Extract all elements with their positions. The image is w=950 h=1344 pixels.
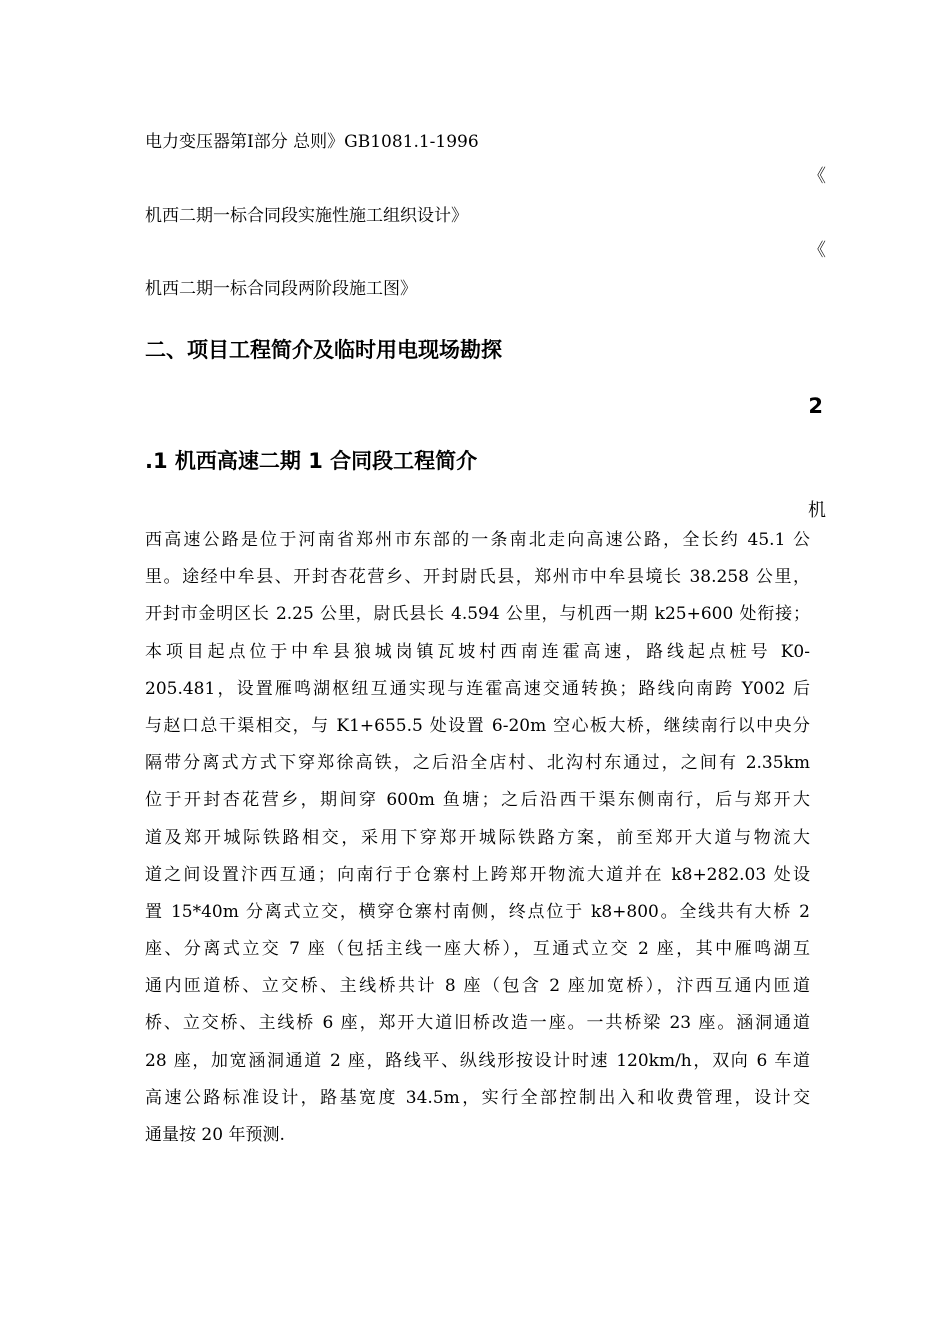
paragraph-line: 开封市金明区长 2.25 公里，尉氏县长 4.594 公里，与机西一期 k25+600 处衔接；: [145, 604, 810, 625]
paragraph-line: 高速公路标准设计，路基宽度 34.5m，实行全部控制出入和收费管理，设计交: [145, 1087, 810, 1108]
paragraph-line: 西高速公路是位于河南省郑州市东部的一条南北走向高速公路，全长约 45.1 公: [145, 530, 810, 550]
reference-line-1: 电力变压器第I部分 总则》GB1081.1-1996: [145, 132, 479, 152]
reference-line-3: 机西二期一标合同段两阶段施工图》: [145, 279, 417, 299]
paragraph-line: 道之间设置汴西互通；向南行于仓寨村上跨郑开物流大道并在 k8+282.03 处设: [145, 864, 810, 885]
paragraph-line: 28 座，加宽涵洞通道 2 座，路线平、纵线形按设计时速 120km/h，双向 6 车道: [145, 1050, 810, 1071]
paragraph-line: 里。途经中牟县、开封杏花营乡、开封尉氏县，郑州市中牟县境长 38.258 公里，: [145, 567, 810, 588]
paragraph-line: 本项目起点位于中牟县狼城岗镇瓦坡村西南连霍高速，路线起点桩号 K0-: [145, 641, 810, 662]
paragraph-line: 隔带分离式方式下穿郑徐高铁，之后沿全店村、北沟村东通过，之间有 2.35km: [145, 753, 810, 774]
paragraph-line: 座、分离式立交 7 座（包括主线一座大桥），互通式立交 2 座，其中雁鸣湖互: [145, 939, 810, 960]
quote-mark-2: 《: [808, 240, 826, 261]
paragraph-line: 桥、立交桥、主线桥 6 座，郑开大道旧桥改造一座。一共桥梁 23 座。涵洞通道: [145, 1013, 810, 1034]
reference-line-2: 机西二期一标合同段实施性施工组织设计》: [145, 206, 468, 226]
body-paragraph: [145, 522, 810, 1154]
paragraph-line: 与赵口总干渠相交，与 K1+655.5 处设置 6-20m 空心板大桥，继续南行以中央分: [145, 715, 810, 736]
paragraph-line: 205.481，设置雁鸣湖枢纽互通实现与连霍高速交通转换；路线向南跨 Y002 后: [145, 678, 810, 699]
paragraph-line: 位于开封杏花营乡，期间穿 600m 鱼塘；之后沿西干渠东侧南行，后与郑开大: [145, 790, 810, 811]
paragraph-line: 通量按 20 年预测.: [145, 1125, 285, 1145]
section-heading: 二、项目工程简介及临时用电现场勘探: [145, 338, 502, 362]
paragraph-lead-char: 机: [808, 500, 826, 521]
paragraph-line: 道及郑开城际铁路相交，采用下穿郑开城际铁路方案，前至郑开大道与物流大: [145, 827, 810, 848]
subsection-title: .1 机西高速二期 1 合同段工程简介: [145, 449, 478, 473]
paragraph-line: 置 15*40m 分离式立交，横穿仓寨村南侧，终点位于 k8+800。全线共有大桥 2: [145, 901, 810, 922]
paragraph-line: 通内匝道桥、立交桥、主线桥共计 8 座（包含 2 座加宽桥），汴西互通内匝道: [145, 976, 810, 997]
subsection-number: 2: [808, 394, 823, 418]
quote-mark-1: 《: [808, 166, 826, 187]
